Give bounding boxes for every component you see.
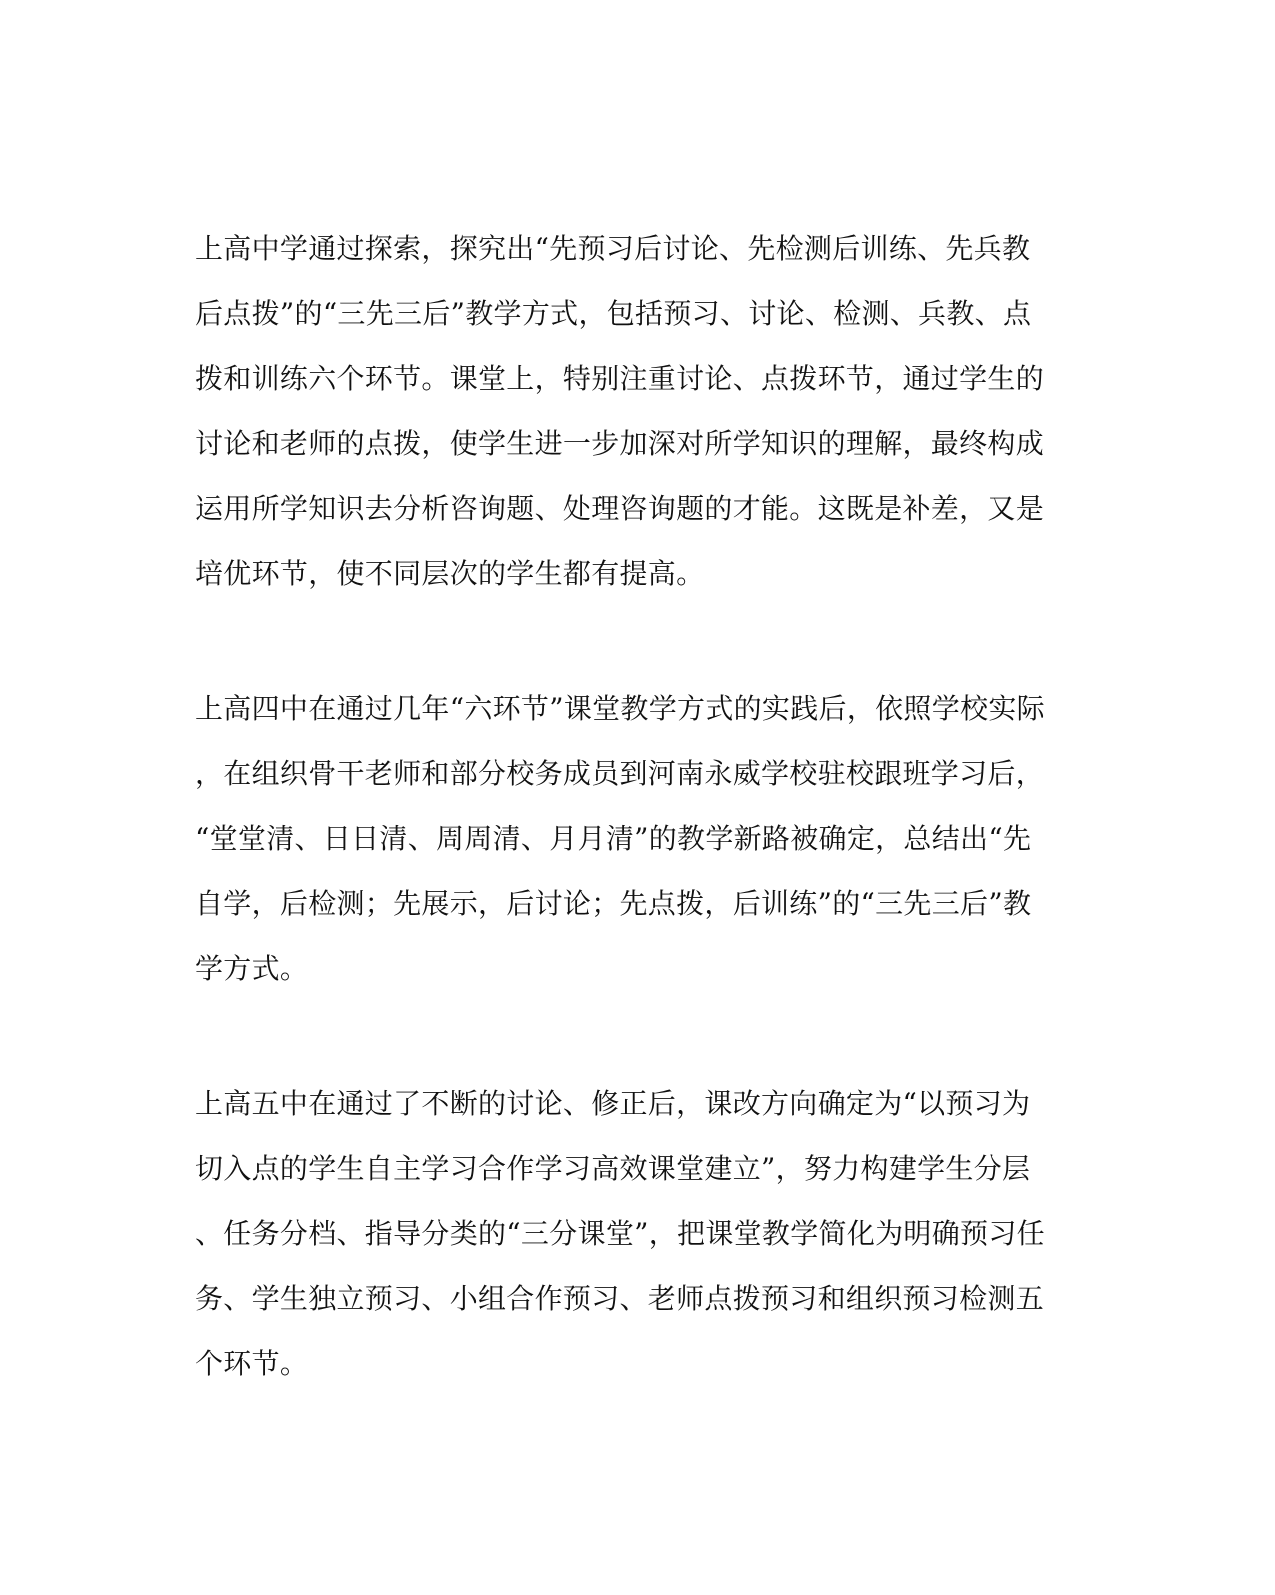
text-line: 运用所学知识去分析咨询题、处理咨询题的才能。这既是补差，又是	[195, 492, 1045, 525]
text-line: 个环节。	[195, 1347, 309, 1380]
text-line: 后点拨”的“三先三后”教学方式，包括预习、讨论、检测、兵教、点	[195, 297, 1032, 330]
paragraph-1	[195, 216, 1065, 606]
text-line: 切入点的学生自主学习合作学习高效课堂建立”，努力构建学生分层	[195, 1152, 1031, 1185]
text-line: 上高中学通过探索，探究出“先预习后讨论、先检测后训练、先兵教	[195, 232, 1031, 265]
text-line: 讨论和老师的点拨，使学生进一步加深对所学知识的理解，最终构成	[195, 427, 1045, 460]
document-body	[195, 216, 1065, 1396]
paragraph-2	[195, 676, 1065, 1001]
text-line: 自学，后检测；先展示，后讨论；先点拨，后训练”的“三先三后”教	[195, 887, 1032, 920]
text-line: “堂堂清、日日清、周周清、月月清”的教学新路被确定，总结出“先	[195, 822, 1032, 855]
text-line: ，在组织骨干老师和部分校务成员到河南永威学校驻校跟班学习后，	[195, 757, 1045, 790]
text-line: 学方式。	[195, 952, 309, 985]
text-line: 培优环节，使不同层次的学生都有提高。	[195, 557, 705, 590]
text-line: 上高五中在通过了不断的讨论、修正后，课改方向确定为“以预习为	[195, 1087, 1031, 1120]
paragraph-3	[195, 1071, 1065, 1396]
text-line: 上高四中在通过几年“六环节”课堂教学方式的实践后，依照学校实际	[195, 692, 1045, 725]
text-line: 、任务分档、指导分类的“三分课堂”，把课堂教学简化为明确预习任	[195, 1217, 1045, 1250]
text-line: 务、学生独立预习、小组合作预习、老师点拨预习和组织预习检测五	[195, 1282, 1045, 1315]
text-line: 拨和训练六个环节。课堂上，特别注重讨论、点拨环节，通过学生的	[195, 362, 1045, 395]
